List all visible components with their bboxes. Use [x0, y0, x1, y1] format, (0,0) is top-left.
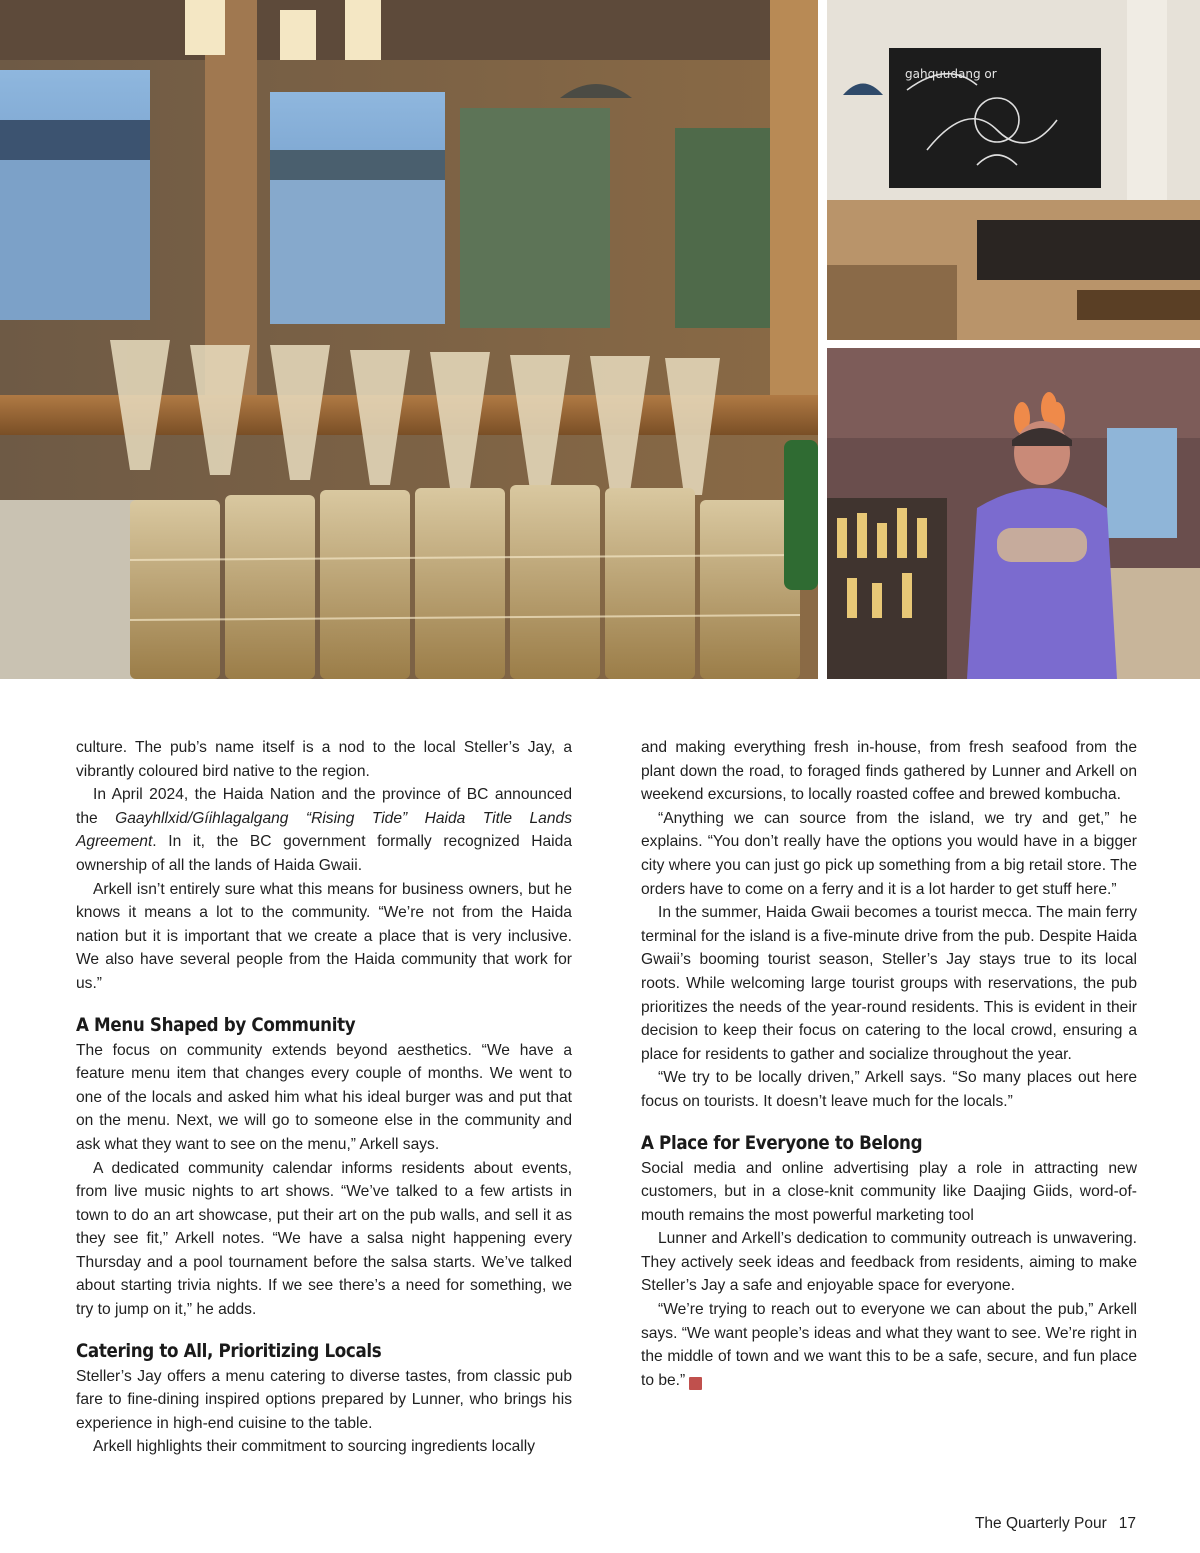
- end-mark-icon: P: [689, 1377, 702, 1390]
- paragraph: “We’re trying to reach out to everyone we can about the pub,” Arkell says. “We want people’s ideas and what they want to see. We’re right in the middle of town and we want this to be a safe, secure, and fun place to be.” P: [641, 1301, 1137, 1389]
- paragraph: In the summer, Haida Gwaii becomes a tourist mecca. The main ferry terminal for the island is a five-minute drive from the pub. Despite Haida Gwaii’s booming tourist season, Steller’s Jay stays true to its local roots. While welcoming large tourist groups with reservations, the pub prioritizes the needs of the year-round residents. This is evident in their decision to keep their focus on catering to the local crowd, ensuring a place for residents to gather and socialize throughout the year.: [641, 904, 1137, 1063]
- article-column-left: [76, 736, 572, 1459]
- owner-portrait-photo: [827, 348, 1200, 679]
- section-heading: Catering to All, Prioritizing Locals: [76, 1339, 382, 1362]
- paragraph: Arkell highlights their commitment to sourcing ingredients locally: [93, 1438, 536, 1456]
- paragraph: Steller’s Jay offers a menu catering to diverse tastes, from classic pub fare to fine-dining inspired options prepared by Lunner, who brings his experience in high-end cuisine to the table.: [76, 1367, 572, 1432]
- paragraph: Social media and online advertising play a role in attracting new customers, but in a close-knit community like Daajing Giids, word-of-mouth remains the most powerful marketing tool: [641, 1159, 1137, 1224]
- paragraph: “Anything we can source from the island, we try and get,” he explains. “You don’t really have the options you would have in a bigger city where you can just go pick up something from a big retail store. The orders have to come on a ferry and it is a lot harder to get stuff here.”: [641, 809, 1137, 898]
- paragraph: A dedicated community calendar informs residents about events, from live music nights to art shows. “We’ve talked to a few artists in town to do an art showcase, put their art on the pub walls, and sell it as they see fit,” Arkell notes. “We have a salsa night happening every Thursday and a pool tournament before the salsa starts. We’ve talked about starting trivia nights. If we see there’s a need for something, we try to jump on it,” he adds.: [76, 1159, 572, 1319]
- page-number: 17: [1118, 1515, 1136, 1532]
- article-column-right: [641, 736, 1137, 1392]
- section-heading: A Menu Shaped by Community: [76, 1013, 356, 1036]
- paragraph: Arkell isn’t entirely sure what this means for business owners, but he knows it means a lot to the community. “We’re not from the Haida nation but it is important that we create a place that is very inclusive. We also have several people from the Haida community that work for us.”: [76, 880, 572, 992]
- paragraph: culture. The pub’s name itself is a nod to the local Steller’s Jay, a vibrantly coloured bird native to the region.: [76, 739, 572, 780]
- paragraph: Lunner and Arkell’s dedication to community outreach is unwavering. They actively seek ideas and feedback from residents, aiming to make Steller’s Jay a safe and enjoyable space for everyone.: [641, 1230, 1137, 1295]
- paragraph: In April 2024, the Haida Nation and the province of BC announced the Gaayhllxid/Gíihlagalgang “Rising Tide” Haida Title Lands Agreement. In it, the BC government formally recognized Haida ownership of all the lands of Haida Gwaii.: [76, 786, 572, 874]
- section-heading: A Place for Everyone to Belong: [641, 1131, 923, 1154]
- publication-name: The Quarterly Pour: [974, 1515, 1107, 1532]
- paragraph: The focus on community extends beyond aesthetics. “We have a feature menu item that changes every couple of months. We went to one of the locals and asked him what his ideal burger was and put that on the menu. Next, we will go to someone else in the community and ask what they want to see on the menu,” Arkell says.: [76, 1041, 572, 1153]
- mural-text: gahquudang or: [905, 67, 997, 81]
- agreement-title: Gaayhllxid/Gíihlagalgang “Rising Tide” Haida Title Lands Agreement: [76, 809, 572, 851]
- paragraph: “We try to be locally driven,” Arkell says. “So many places out here focus on tourists. It doesn’t leave much for the locals.”: [641, 1069, 1137, 1110]
- page-footer: [975, 1515, 1136, 1533]
- bar-glasses-photo: [0, 0, 818, 679]
- booth-mural-photo: [827, 0, 1200, 340]
- paragraph: and making everything fresh in-house, from fresh seafood from the plant down the road, to foraged finds gathered by Lunner and Arkell on weekend excursions, to locally roasted coffee and brewed kombucha.: [641, 739, 1137, 804]
